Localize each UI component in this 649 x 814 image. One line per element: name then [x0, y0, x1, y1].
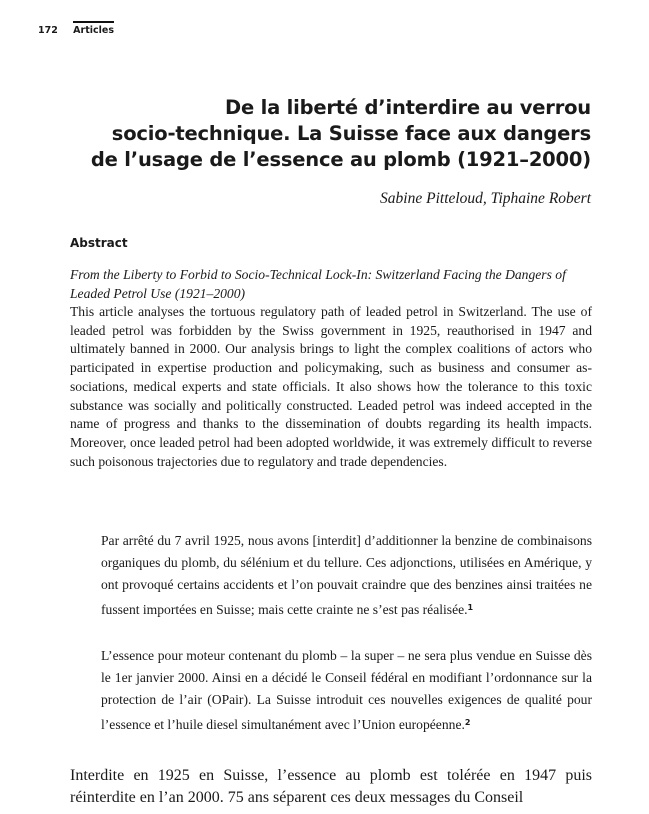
title-line: socio-technique. La Suisse face aux dangers [111, 122, 591, 145]
title-line: de l’usage de l’essence au plomb (1921–2000) [90, 148, 591, 171]
quote-text: L’essence pour moteur contenant du plomb – la super – ne sera plus vendue en Suisse dès le 1er janvier 2000. Ainsi en a décidé le Conseil fédéral en modifiant l’ordonnance sur la protection de l’air (OPair). La Suisse introduit ces nouvelles exigences de qualité pour l’essence et l’huile diesel simultanément avec l’Union européenne. [101, 648, 592, 732]
section-label: Articles [73, 25, 114, 36]
abstract-heading: Abstract [70, 236, 128, 250]
running-header [38, 25, 114, 36]
article-title [71, 95, 591, 173]
article-authors: Sabine Pitteloud, Tiphaine Robert [380, 190, 591, 207]
quote-text: Par arrêté du 7 avril 1925, nous avons [interdit] d’additionner la benzine de combinaisons organiques du plomb, du sélénium et du tellure. Ces adjonctions, utilisées en Amérique, y ont provoqué certains accidents et l’on pouvait craindre que des benzines ainsi traitées ne fussent importées en Suisse; mais cette crainte ne s’est pas réalisée. [101, 533, 592, 617]
body-paragraph: Interdite en 1925 en Suisse, l’essence au plomb est tolérée en 1947 puis réinterdite en l’an 2000. 75 ans séparent ces deux messages du Conseil [70, 767, 592, 806]
abstract-english-title: From the Liberty to Forbid to Socio-Technical Lock-In: Switzerland Facing the Dangers of Leaded Petrol Use (1921–2000) [70, 267, 566, 301]
block-quote [101, 530, 592, 621]
abstract-text: This article analyses the tortuous regulatory path of leaded petrol in Switzerland. The use of leaded petrol was forbidden by the Swiss government in 1925, reauthorised in 1947 and ultimately banned in 2000. Our analysis brings to light the complex coalitions of actors who participated in expertise production and policymaking, such as business and consumer associations, medical experts and state officials. It also shows how the tolerance to this toxic substance was socially and politically constructed. Leaded petrol was indeed accepted in the name of progress and thanks to the dissemination of doubts regarding its health impacts. Moreover, once leaded petrol had been adopted worldwide, it was extremely difficult to reverse such poisonous trajectories due to regulatory and trade dependencies. [70, 304, 592, 469]
page-number: 172 [38, 25, 58, 36]
footnote-marker[interactable]: 2 [464, 717, 471, 727]
title-line: De la liberté d’interdire au verrou [225, 96, 591, 119]
block-quote [101, 645, 592, 736]
footnote-marker[interactable]: 1 [467, 602, 474, 612]
